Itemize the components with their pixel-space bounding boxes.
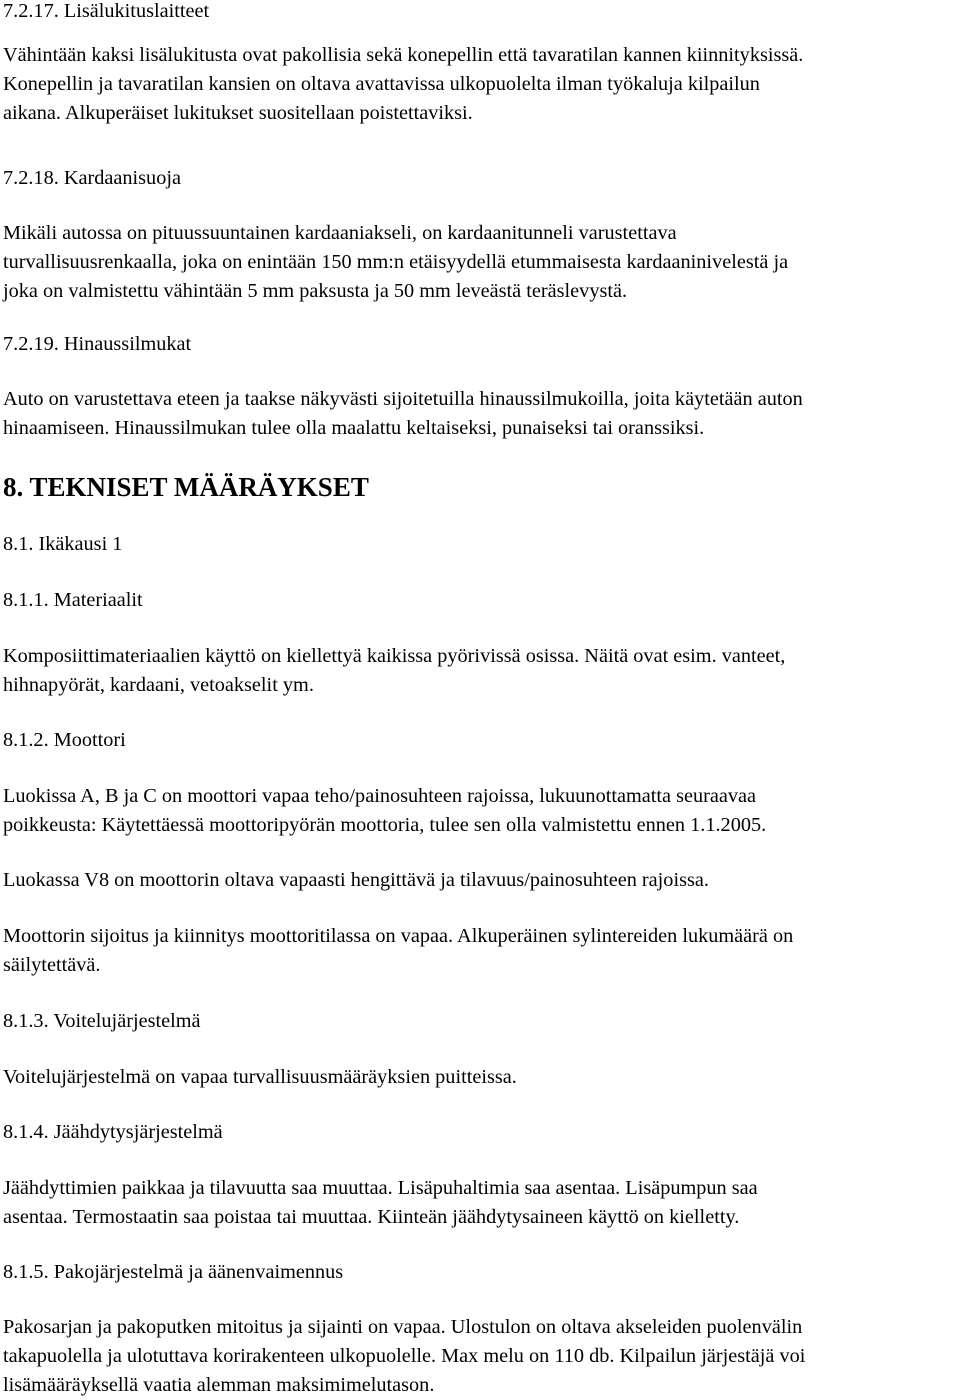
text-line: lisämääräyksellä vaatia alemman maksimimelutason.	[3, 1374, 435, 1396]
subsection-heading-ikakausi: 8.1. Ikäkausi 1	[3, 533, 123, 555]
subsection-heading-materiaalit: 8.1.1. Materiaalit	[3, 589, 143, 611]
text-line: Voitelujärjestelmä on vapaa turvallisuusmääräyksien puitteissa.	[3, 1066, 517, 1088]
section-text-lisalukituslaitteet	[3, 41, 958, 128]
subsection-text-materiaalit	[3, 642, 958, 700]
text-line: Luokassa V8 on moottorin oltava vapaasti hengittävä ja tilavuus/painosuhteen rajoissa.	[3, 869, 709, 891]
text-line: aikana. Alkuperäiset lukitukset suositellaan poistettaviksi.	[3, 102, 473, 124]
text-line: asentaa. Termostaatin saa poistaa tai muuttaa. Kiinteän jäähdytysaineen käyttö on kielletty.	[3, 1206, 740, 1228]
text-line: joka on valmistettu vähintään 5 mm paksusta ja 50 mm leveästä teräslevystä.	[3, 280, 628, 302]
subsection-heading-pakojarjestelma: 8.1.5. Pakojärjestelmä ja äänenvaimennus	[3, 1261, 344, 1283]
text-line: poikkeusta: Käytettäessä moottoripyörän moottoria, tulee sen olla valmistettu ennen 1.1.2005.	[3, 814, 767, 836]
text-line: Moottorin sijoitus ja kiinnitys moottoritilassa on vapaa. Alkuperäinen sylintereiden lukumäärä on	[3, 925, 794, 947]
subsection-text-voitelujarjestelma	[3, 1063, 958, 1092]
text-line: Konepellin ja tavaratilan kansien on oltava avattavissa ulkopuolelta ilman työkaluja kilpailun	[3, 73, 760, 95]
subsection-text-pakojarjestelma	[3, 1313, 958, 1400]
text-line: Luokissa A, B ja C on moottori vapaa teho/painosuhteen rajoissa, lukuunottamatta seuraavaa	[3, 785, 757, 807]
section-heading-hinaussilmukat: 7.2.19. Hinaussilmukat	[3, 333, 192, 355]
text-line: Mikäli autossa on pituussuuntainen kardaaniakseli, on kardaanitunneli varustettava	[3, 222, 677, 244]
text-line: Vähintään kaksi lisälukitusta ovat pakollisia sekä konepellin että tavaratilan kannen kiinnityksissä.	[3, 44, 804, 66]
text-line: turvallisuusrenkaalla, joka on enintään 150 mm:n etäisyydellä etummaisesta kardaaninivelestä ja	[3, 251, 789, 273]
section-heading-lisalukituslaitteet: 7.2.17. Lisälukituslaitteet	[3, 0, 210, 22]
section-heading-kardaanisuoja: 7.2.18. Kardaanisuoja	[3, 167, 181, 189]
subsection-heading-moottori: 8.1.2. Moottori	[3, 729, 126, 751]
section-text-hinaussilmukat	[3, 385, 958, 443]
section-text-kardaanisuoja	[3, 219, 958, 306]
text-line: säilytettävä.	[3, 954, 101, 976]
text-line: Auto on varustettava eteen ja taakse näkyvästi sijoitetuilla hinaussilmukoilla, joita käytetään auton	[3, 388, 803, 410]
chapter-heading: 8. TEKNISET MÄÄRÄYKSET	[3, 472, 369, 502]
subsection-text-moottori-2	[3, 866, 958, 895]
subsection-heading-jaahdytysjarjestelma: 8.1.4. Jäähdytysjärjestelmä	[3, 1121, 223, 1143]
text-line: hinaamiseen. Hinaussilmukan tulee olla maalattu keltaiseksi, punaiseksi tai oranssiksi.	[3, 417, 705, 439]
text-line: hihnapyörät, kardaani, vetoakselit ym.	[3, 674, 314, 696]
text-line: takapuolella ja ulotuttava korirakenteen ulkopuolelle. Max melu on 110 db. Kilpailun järjestäjä voi	[3, 1345, 806, 1367]
subsection-text-moottori-1	[3, 782, 958, 840]
subsection-text-jaahdytysjarjestelma	[3, 1174, 958, 1232]
subsection-heading-voitelujarjestelma: 8.1.3. Voitelujärjestelmä	[3, 1010, 201, 1032]
text-line: Komposiittimateriaalien käyttö on kiellettyä kaikissa pyörivissä osissa. Näitä ovat esim. vanteet,	[3, 645, 786, 667]
text-line: Pakosarjan ja pakoputken mitoitus ja sijainti on vapaa. Ulostulon on oltava akseleiden puolenvälin	[3, 1316, 803, 1338]
subsection-text-moottori-3	[3, 922, 958, 980]
text-line: Jäähdyttimien paikkaa ja tilavuutta saa muuttaa. Lisäpuhaltimia saa asentaa. Lisäpumpun saa	[3, 1177, 758, 1199]
